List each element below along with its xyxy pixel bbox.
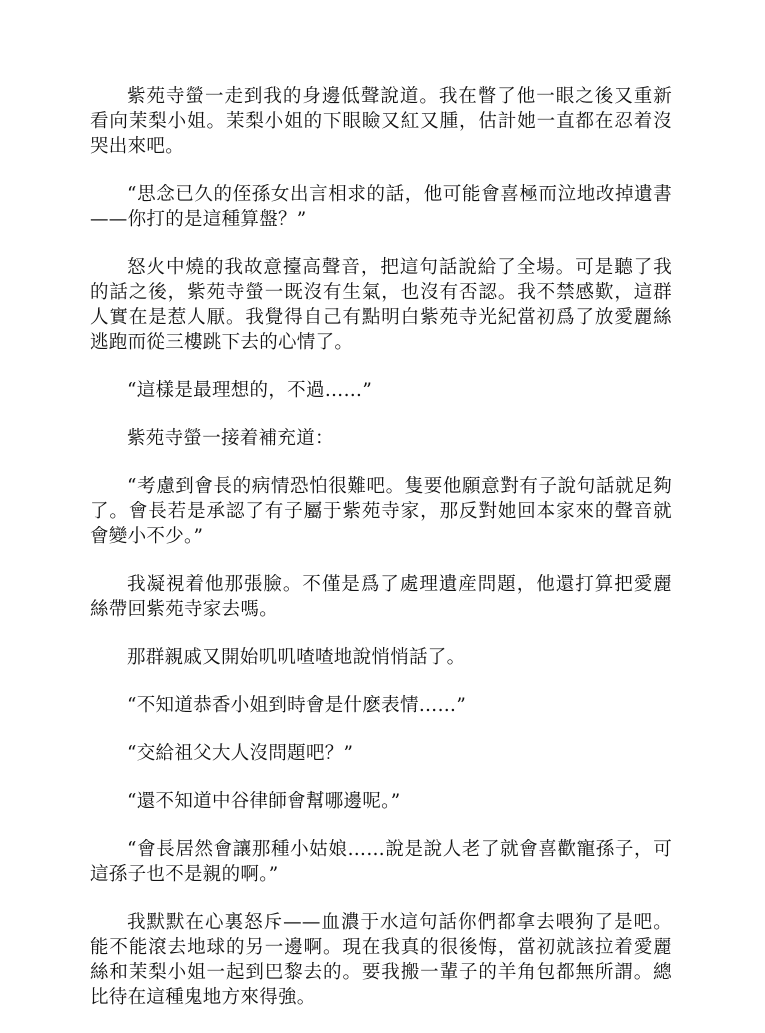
paragraph: “不知道恭香小姐到時會是什麽表情……” <box>127 695 467 716</box>
document-page <box>90 84 672 1033</box>
paragraph: 我默默在心裏怒斥——血濃于水這句話你們都拿去喂狗了是吧。能不能滾去地球的另一邊啊。現在我真的很後悔，當初就該拉着愛麗絲和茉梨小姐一起到巴黎去的。要我搬一輩子的羊角包都無所謂。總比待在這種鬼地方來得強。 <box>90 912 672 1008</box>
paragraph: 紫苑寺螢一接着補充道： <box>127 428 334 449</box>
paragraph: “思念已久的侄孫女出言相求的話，他可能會喜極而泣地改掉遺書——你打的是這種算盤？” <box>90 184 672 230</box>
paragraph: 怒火中燒的我故意擡高聲音，把這句話說給了全場。可是聽了我的話之後，紫苑寺螢一既沒有生氣，也沒有否認。我不禁感歎，這群人實在是惹人厭。我覺得自己有點明白紫苑寺光紀當初爲了放愛麗絲逃跑而從三樓跳下去的心情了。 <box>90 257 672 353</box>
paragraph: 紫苑寺螢一走到我的身邊低聲說道。我在瞥了他一眼之後又重新看向茉梨小姐。茉梨小姐的下眼瞼又紅又腫，估計她一直都在忍着沒哭出來吧。 <box>90 86 672 157</box>
paragraph: “這樣是最理想的，不過……” <box>127 380 373 401</box>
paragraph: “交給祖父大人沒問題吧？” <box>127 743 354 764</box>
paragraph: “考慮到會長的病情恐怕很難吧。隻要他願意對有子說句話就足夠了。會長若是承認了有子屬于紫苑寺家，那反對她回本家來的聲音就會變小不少。” <box>90 476 672 547</box>
paragraph: 那群親戚又開始叽叽喳喳地說悄悄話了。 <box>127 647 466 668</box>
paragraph: “還不知道中谷律師會幫哪邊呢。” <box>127 791 401 812</box>
paragraph: 我凝視着他那張臉。不僅是爲了處理遺産問題，他還打算把愛麗絲帶回紫苑寺家去嗎。 <box>90 574 672 620</box>
paragraph: “會長居然會讓那種小姑娘……說是說人老了就會喜歡寵孫子，可這孫子也不是親的啊。” <box>90 839 672 885</box>
